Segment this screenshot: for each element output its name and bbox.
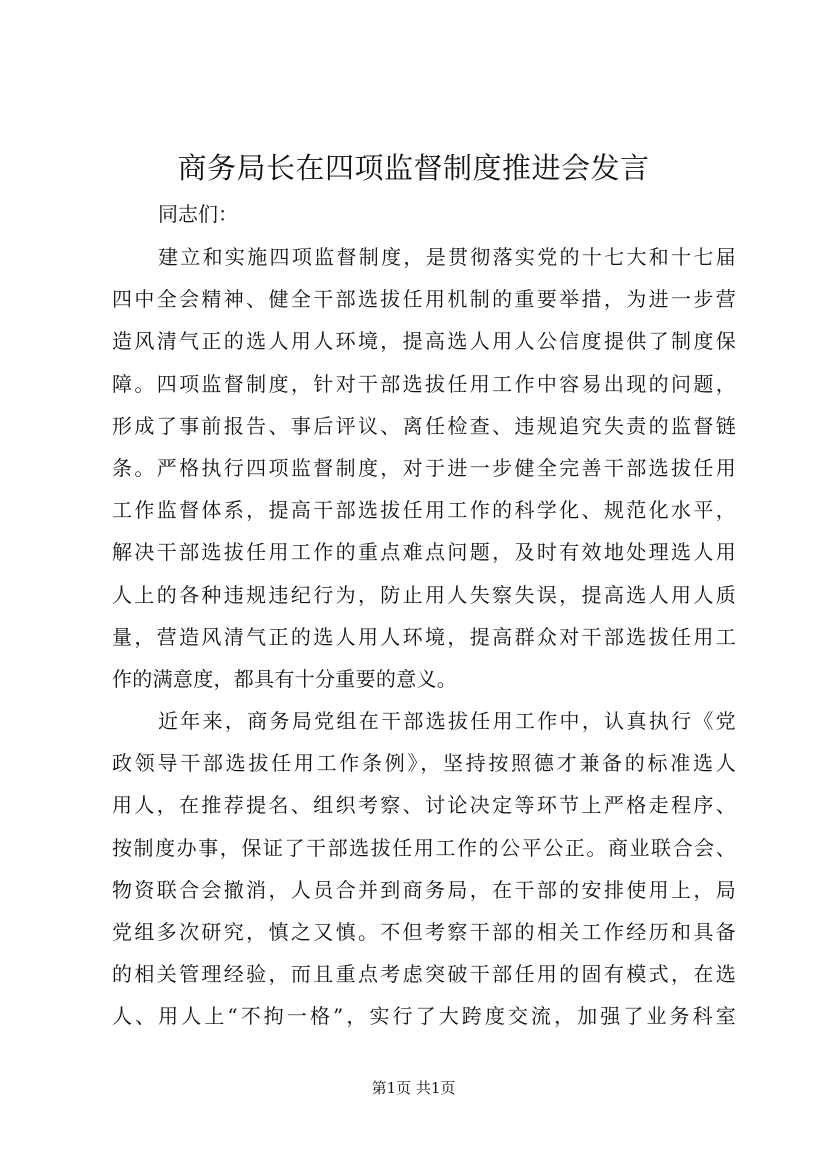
text-line: 四中全会精神、健全干部选拔任用机制的重要举措，为进一步营 — [112, 287, 736, 312]
text-line: 人上的各种违规违纪行为，防止用人失察失误，提高选人用人质 — [112, 582, 736, 607]
text-line: 物资联合会撤消，人员合并到商务局，在干部的安排使用上，局 — [112, 877, 736, 902]
text-line: 政领导干部选拔任用工作条例》，坚持按照德才兼备的标准选人 — [112, 751, 736, 776]
text-line: 用人，在推荐提名、组织考察、讨论决定等环节上严格走程序、 — [112, 793, 736, 818]
text-line: 量，营造风清气正的选人用人环境，提高群众对干部选拔任用工 — [112, 624, 736, 649]
text-line: 建立和实施四项监督制度，是贯彻落实党的十七大和十七届 — [158, 245, 736, 269]
text-line: 近年来，商务局党组在干部选拔任用工作中，认真执行《党 — [158, 709, 736, 734]
text-line: 的相关管理经验，而且重点考虑突破干部任用的固有模式，在选 — [112, 962, 736, 987]
body-text — [112, 236, 736, 1038]
text-line: 党组多次研究，慎之又慎。不但考察干部的相关工作经历和具备 — [112, 920, 736, 944]
text-line: 作的满意度，都具有十分重要的意义。 — [112, 666, 458, 691]
text-line: 障。四项监督制度，针对干部选拔任用工作中容易出现的问题， — [112, 371, 736, 396]
document-title: 商务局长在四项监督制度推进会发言 — [177, 151, 650, 185]
text-line: 形成了事前报告、事后评议、离任检查、违规追究失责的监督链 — [112, 413, 736, 438]
page-footer: 第1页 共1页 — [371, 1079, 456, 1097]
text-line: 人、用人上“不拘一格”，实行了大跨度交流，加强了业务科室 — [112, 1004, 736, 1029]
salutation: 同志们： — [158, 202, 238, 226]
text-line: 条。严格执行四项监督制度，对于进一步健全完善干部选拔任用 — [112, 455, 736, 480]
text-line: 造风清气正的选人用人环境，提高选人用人公信度提供了制度保 — [112, 329, 736, 354]
text-line: 按制度办事，保证了干部选拔任用工作的公平公正。商业联合会、 — [112, 835, 736, 860]
text-line: 解决干部选拔任用工作的重点难点问题，及时有效地处理选人用 — [112, 540, 736, 565]
text-line: 工作监督体系，提高干部选拔任用工作的科学化、规范化水平， — [112, 498, 736, 523]
